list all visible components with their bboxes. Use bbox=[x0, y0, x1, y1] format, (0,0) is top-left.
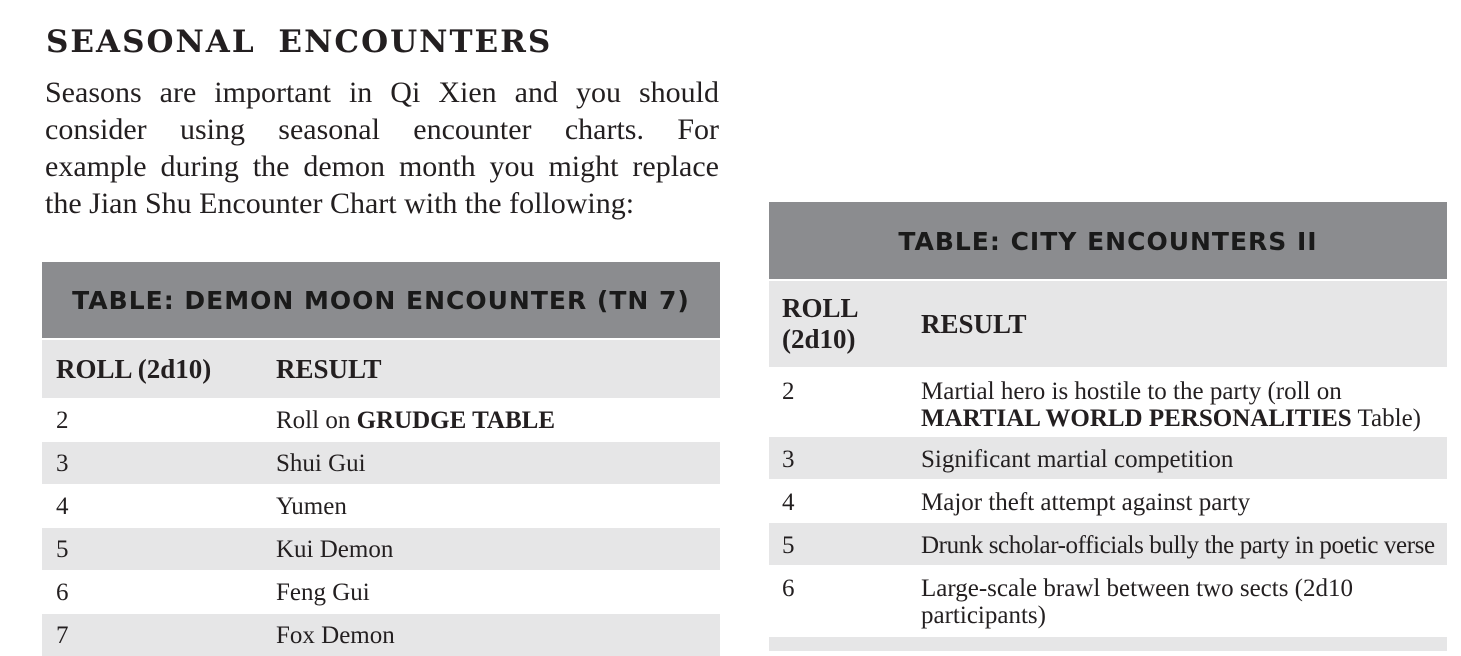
table-row bbox=[769, 523, 1447, 565]
result-cell: Kui Demon bbox=[276, 536, 394, 563]
result-cell: Shui Gui bbox=[276, 450, 366, 477]
table-header-row bbox=[42, 340, 720, 398]
column-header-roll: ROLL (2d10) bbox=[782, 293, 859, 354]
result-cell: Roll on GRUDGE TABLE bbox=[276, 407, 556, 434]
intro-line: the Jian Shu Encounter Chart with the following: bbox=[45, 187, 635, 220]
result-cell: Yumen bbox=[276, 493, 347, 520]
result-cell: Drunk scholar-officials bully the party in poetic verse bbox=[921, 532, 1435, 559]
table-caption: TABLE: DEMON MOON ENCOUNTER (TN 7) bbox=[42, 262, 720, 338]
roll-cell: 2 bbox=[782, 378, 795, 405]
roll-cell: 2 bbox=[56, 407, 69, 434]
table-header-row bbox=[769, 281, 1447, 367]
roll-cell: 6 bbox=[56, 579, 69, 606]
city-encounters-table bbox=[769, 202, 1447, 651]
table-row bbox=[769, 368, 1447, 436]
roll-cell: 4 bbox=[56, 493, 69, 520]
table-row bbox=[42, 571, 720, 613]
table-row-cut-off bbox=[769, 637, 1447, 651]
table-row bbox=[769, 566, 1447, 636]
roll-cell: 4 bbox=[782, 489, 795, 516]
column-header-result: RESULT bbox=[276, 353, 382, 384]
intro-line: Seasons are important in Qi Xien and you should bbox=[45, 76, 719, 109]
intro-line: example during the demon month you might replace bbox=[45, 150, 719, 183]
result-cell: Large-scale brawl between two sects (2d10 participants) bbox=[921, 575, 1354, 629]
table-reference: GRUDGE TABLE bbox=[356, 407, 556, 434]
table-row bbox=[769, 480, 1447, 522]
table-row bbox=[42, 614, 720, 656]
table-caption: TABLE: CITY ENCOUNTERS II bbox=[769, 202, 1447, 279]
roll-cell: 5 bbox=[782, 532, 795, 559]
result-cell: Major theft attempt against party bbox=[921, 489, 1251, 516]
demon-moon-encounter-table bbox=[42, 262, 720, 656]
table-reference: MARTIAL WORLD PERSONALITIES bbox=[921, 405, 1352, 432]
result-cell: Martial hero is hostile to the party (roll on MARTIAL WORLD PERSONALITIES Table) bbox=[921, 378, 1421, 432]
result-cell: Feng Gui bbox=[276, 579, 370, 606]
table-row bbox=[769, 437, 1447, 479]
roll-cell: 3 bbox=[56, 450, 69, 477]
roll-cell: 3 bbox=[782, 446, 795, 473]
roll-cell: 7 bbox=[56, 622, 69, 649]
roll-cell: 5 bbox=[56, 536, 69, 563]
table-row bbox=[42, 442, 720, 484]
table-row bbox=[42, 485, 720, 527]
column-header-result: RESULT bbox=[921, 308, 1027, 339]
section-heading: SEASONAL ENCOUNTERS bbox=[46, 24, 553, 60]
result-cell: Significant martial competition bbox=[921, 446, 1234, 473]
table-row bbox=[42, 399, 720, 441]
roll-cell: 6 bbox=[782, 575, 795, 602]
table-row bbox=[42, 528, 720, 570]
intro-line: consider using seasonal encounter charts. For bbox=[45, 113, 719, 146]
result-cell: Fox Demon bbox=[276, 622, 395, 649]
intro-paragraph bbox=[45, 74, 719, 222]
column-header-roll: ROLL (2d10) bbox=[56, 353, 212, 384]
